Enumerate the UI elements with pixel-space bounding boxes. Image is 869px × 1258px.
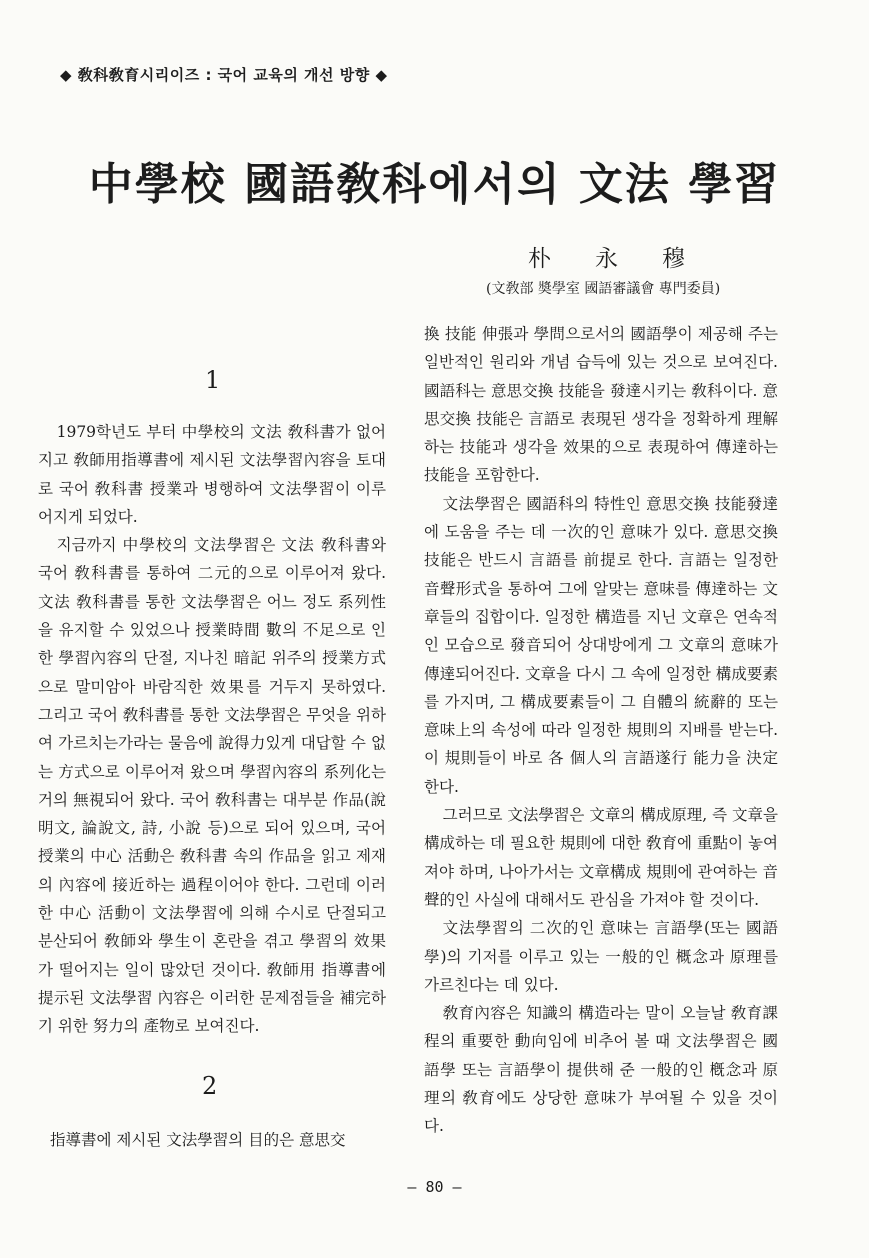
paragraph: 敎育內容은 知識의 構造라는 말이 오늘날 敎育課程의 重要한 動向임에 비추어 볼 때 文法學習은 國語學 또는 言語學이 提供해 준 一般的인 槪念과 原理의 敎育에도 상당한 意味가 부여될 수 있을 것이다.: [424, 1004, 778, 1136]
page-number: — 80 —: [407, 1178, 462, 1196]
article-title: 中學校 國語敎科에서의 文法 學習: [88, 159, 781, 210]
left-column: [38, 418, 386, 1041]
series-header: ◆ 敎科敎育시리이즈 : 국어 교육의 개선 방향 ◆: [60, 66, 388, 84]
section2-first-line: 指導書에 제시된 文法學習의 目的은 意思交: [50, 1131, 346, 1149]
paragraph: 文法學習의 二次的인 意味는 言語學(또는 國語學)의 기저를 이루고 있는 一般的인 概念과 原理를 가르친다는 데 있다.: [424, 919, 778, 994]
author-affiliation: (文敎部 奬學室 國語審議會 專門委員): [486, 281, 721, 297]
paragraph: 文法學習은 國語科의 特性인 意思交換 技能發達에 도움을 주는 데 一次的인 意味가 있다. 意思交換 技能은 반드시 言語를 前提로 한다. 言語는 일정한 音聲形式을 통하여 그에 알맞는 意味를 傳達하는 文章들의 집합이다. 일정한 構造를 지닌 文章은 연속적인 모습으로 發音되어 상대방에게 그 文章의 意味가 傳達되어진다. 文章을 다시 그 속에 일정한 構成要素를 가지며, 그 構成要素들이 그 自體의 統辭的 또는 意味上의 속성에 따라 일정한 規則의 지배를 받는다. 이 規則들이 바로 各 個人의 言語遂行 能力을 決定한다.: [424, 494, 778, 796]
section-number-1: 1: [205, 366, 221, 394]
paragraph: 지금까지 中學校의 文法學習은 文法 敎科書와 국어 敎科書를 통하여 二元的으로 이루어져 왔다. 文法 敎科書를 통한 文法學習은 어느 정도 系列性을 유지할 수 있었으나 授業時間 數의 不足으로 인한 學習內容의 단절, 지나친 暗記 위주의 授業方式으로 말미암아 바람직한 效果를 거두지 못하였다. 그리고 국어 敎科書를 통한 文法學習은 무엇을 위하여 가르치는가라는 물음에 說得力있게 대답할 수 없는 方式으로 이루어져 왔으며 學習內容의 系列化는 거의 無視되어 왔다. 국어 敎科書는 대부분 作品(說明文, 論說文, 詩, 小說 등)으로 되어 있으며, 국어 授業의 中心 活動은 敎科書 속의 作品을 읽고 제재의 內容에 接近하는 過程이어야 한다. 그런데 이러한 中心 活動이 文法學習에 의해 수시로 단절되고 분산되어 敎師와 學生이 혼란을 겪고 學習의 效果가 떨어지는 일이 많았던 것이다. 敎師用 指導書에 提示된 文法學習 內容은 이러한 문제점들을 補完하기 위한 努力의 產物로 보여진다.: [38, 536, 386, 1036]
paragraph: 1979학년도 부터 中學校의 文法 敎科書가 없어지고 敎師用指導書에 제시된 文法學習內容을 토대로 국어 敎科書 授業과 병행하여 文法學習이 이루어지게 되었다.: [38, 423, 386, 526]
section-number-2: 2: [202, 1072, 218, 1100]
paragraph: 그러므로 文法學習은 文章의 構成原理, 즉 文章을 構成하는 데 필요한 規則에 대한 敎育에 重點이 놓여져야 하며, 나아가서는 文章構成 規則에 관여하는 音聲的인 사실에 대해서도 관심을 가져야 할 것이다.: [424, 806, 778, 909]
author-name: 朴永穆: [528, 246, 729, 272]
right-column: [424, 320, 778, 1141]
paragraph: 換 技能 伸張과 學問으로서의 國語學이 제공해 주는 일반적인 원리와 개념 습득에 있는 것으로 보여진다. 國語科는 意思交換 技能을 發達시키는 敎科이다. 意思交換 技能은 言語로 表現된 생각을 정확하게 理解하는 技能과 생각을 效果的으로 表現하여 傳達하는 技能을 포함한다.: [424, 325, 778, 485]
